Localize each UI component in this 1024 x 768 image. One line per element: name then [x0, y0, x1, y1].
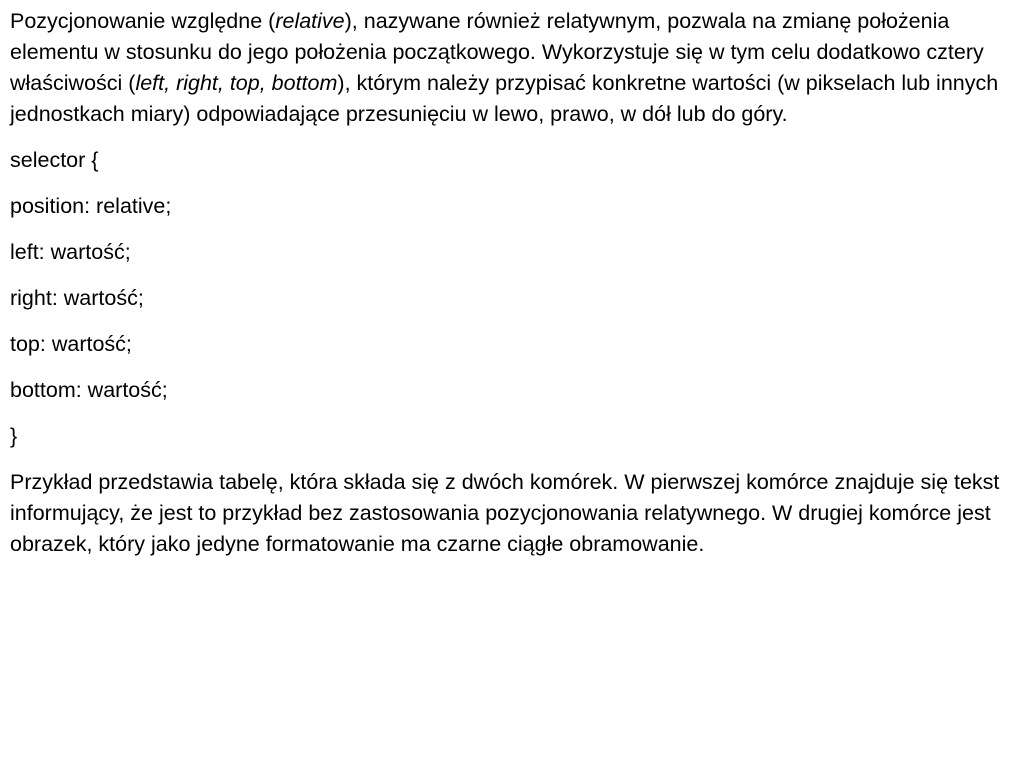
- intro-text-2: ), nazywane również relatywnym, pozwala na zmianę położenia elementu w stosunku do jego położenia początkowego. Wykorzystuje się w tym celu dodatkowo cztery właściwości (: [10, 9, 984, 95]
- intro-keyword-relative: relative: [275, 9, 345, 33]
- code-line-position: position: relative;: [10, 194, 172, 218]
- code-line-bottom: bottom: wartość;: [10, 378, 168, 402]
- intro-paragraph: [10, 6, 1014, 130]
- code-line-top: top: wartość;: [10, 332, 132, 356]
- intro-text-1: Pozycjonowanie względne (: [10, 9, 276, 33]
- code-line-selector-close: }: [10, 424, 18, 448]
- code-line-selector-open: selector {: [10, 148, 99, 172]
- document-body: [10, 6, 1014, 575]
- intro-keyword-properties: left, right, top, bottom: [135, 71, 338, 95]
- code-line-right: right: wartość;: [10, 286, 144, 310]
- example-paragraph: Przykład przedstawia tabelę, która składa się z dwóch komórek. W pierwszej komórce znajduje się tekst informujący, że jest to przykład bez zastosowania pozycjonowania relatywnego. W drugiej komórce jest obrazek, który jako jedyne formatowanie ma czarne ciągłe obramowanie.: [10, 470, 1000, 556]
- intro-text-3: ), którym należy przypisać konkretne wartości (w pikselach lub innych jednostkach miary) odpowiadające przesunięciu w lewo, prawo, w dół lub do góry.: [10, 71, 999, 126]
- code-line-left: left: wartość;: [10, 240, 131, 264]
